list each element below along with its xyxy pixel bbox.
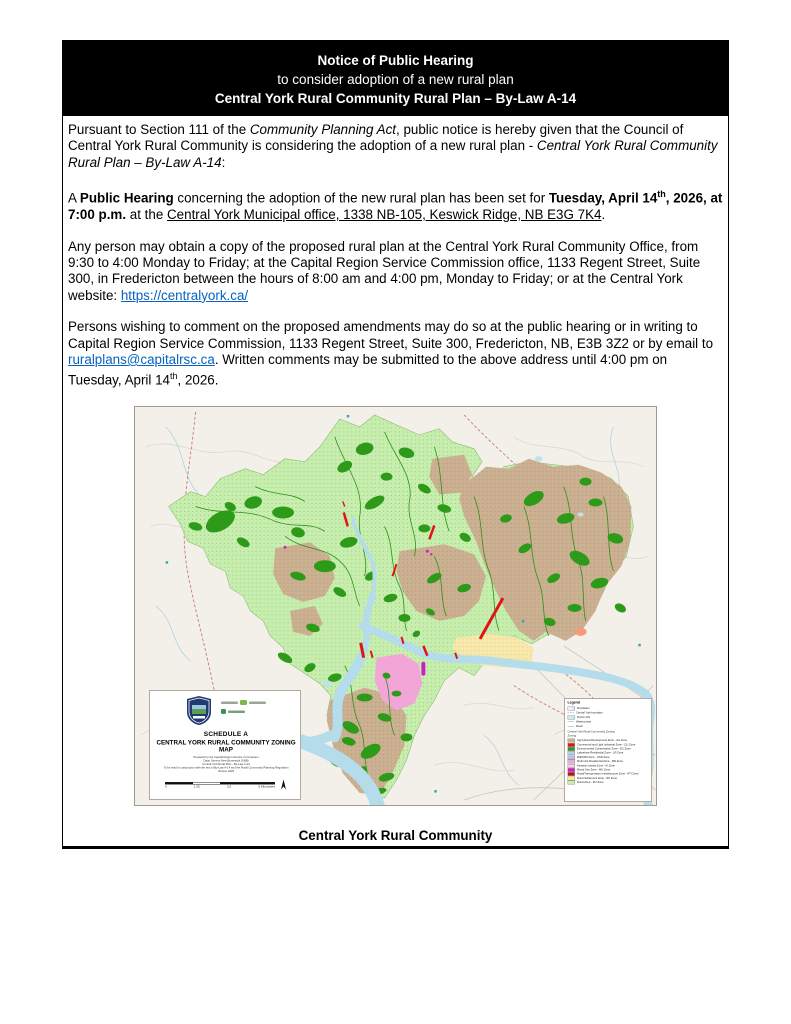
legend-label: Floodplain bbox=[577, 706, 590, 710]
zoning-map bbox=[134, 406, 657, 806]
legend-label: Watercourse bbox=[576, 720, 592, 724]
legend-swatch bbox=[568, 781, 576, 785]
legend-zoning-header: Central York Rural Community Zoning bbox=[567, 730, 615, 734]
rsc-logo-icon bbox=[221, 700, 266, 705]
legend-label: Rural Zone - RU Zone bbox=[577, 781, 604, 785]
legend-zoning-sublabel: Zoning bbox=[567, 734, 577, 738]
banner-title: Notice of Public Hearing bbox=[317, 53, 474, 68]
hearing-time-bold: , 2026, at 7:00 p.m. bbox=[68, 190, 723, 223]
notice-text: Pursuant to Section 111 of the bbox=[68, 122, 250, 137]
map-title-box bbox=[149, 690, 301, 800]
map-fine-print bbox=[150, 756, 301, 774]
hearing-date-bold: Tuesday, April 14 bbox=[548, 190, 658, 206]
bio-region-logo-icon bbox=[221, 709, 245, 714]
legend-swatch bbox=[568, 713, 575, 714]
notice-text: , public notice is hereby given that the Council of Central York Rural Community is considering the adoption of a new rural plan - bbox=[68, 122, 684, 154]
legend-item bbox=[568, 781, 653, 785]
legend-label: Mill/OSD Zone - OSD Zone bbox=[577, 756, 610, 760]
scale-label: 0 bbox=[165, 785, 167, 789]
public-hearing-bold: Public Hearing bbox=[79, 190, 174, 206]
website-link[interactable]: https://centralyork.ca/ bbox=[120, 287, 249, 303]
banner-subtitle: to consider adoption of a new rural plan bbox=[277, 72, 514, 87]
legend-label: Mixed Use Zone - MU Zone bbox=[577, 768, 611, 772]
legend-zone-items bbox=[568, 739, 653, 785]
notice-body bbox=[63, 116, 728, 843]
paragraph-copies bbox=[68, 239, 723, 305]
map-schedule-label: SCHEDULE A bbox=[203, 730, 249, 738]
scale-label: 1.25 bbox=[193, 785, 200, 789]
paragraph-hearing bbox=[68, 186, 723, 223]
legend-label: Central York boundary bbox=[576, 711, 603, 715]
scale-bar bbox=[165, 782, 275, 789]
fine-print-line: Data: Service New Brunswick (SNB) bbox=[203, 759, 249, 763]
legend-title: Legend bbox=[567, 701, 580, 705]
notice-text: Persons wishing to comment on the proposed amendments may do so at the public hearing or in writing to Capital Region Service Commission, 1133 Regent Street, Suite 300, Fredericton, NB, E3B 3Z2 or by email to bbox=[68, 319, 714, 351]
notice-text: . Written comments may be submitted to the above address until 4:00 pm on Tuesday, April 14 bbox=[68, 351, 668, 388]
notice-text: , 2026. bbox=[177, 372, 219, 388]
ordinal-suffix: th bbox=[169, 371, 178, 382]
legend-label: Flood (1%) bbox=[577, 715, 591, 719]
legend-label: Multi-Unit Residential Zone - MR Zone bbox=[577, 760, 623, 764]
legend-label: Commercial and Light Industrial Zone - CLI Zone bbox=[577, 743, 636, 747]
fine-print-line: Version 2025 bbox=[217, 770, 235, 774]
north-arrow-icon bbox=[280, 780, 287, 791]
legend-label: Environmental Conservation Zone - EC Zone bbox=[577, 747, 631, 751]
hearing-location-underline: Central York Municipal office, 1338 NB-105, Keswick Ridge, NB E3G 7K4 bbox=[167, 207, 602, 223]
banner-bylaw-title: Central York Rural Community Rural Plan – By-Law A-14 bbox=[214, 91, 577, 106]
legend-swatch bbox=[568, 715, 576, 719]
notice-text: at the bbox=[126, 207, 168, 223]
ordinal-suffix: th bbox=[657, 189, 666, 200]
paragraph-comments bbox=[68, 319, 723, 389]
scale-label: 5 Kilometers bbox=[258, 785, 275, 789]
notice-text: A bbox=[68, 190, 80, 206]
legend-item bbox=[568, 724, 653, 729]
legend-swatch bbox=[568, 726, 575, 727]
legend-swatch bbox=[568, 706, 576, 710]
scale-label: 2.5 bbox=[226, 785, 232, 789]
footer-community-name: Central York Rural Community bbox=[298, 828, 493, 844]
scale-labels bbox=[165, 785, 275, 788]
act-name-italic: Community Planning Act bbox=[249, 122, 397, 137]
notice-text: : bbox=[221, 154, 226, 170]
fine-print-line: Prepared by the Capital Region Service Commission bbox=[193, 756, 259, 760]
notice-text: Any person may obtain a copy of the proposed rural plan at the Central York Rural Community Office, from 9:30 to 4:00 Monday to Friday; at the Capital Region Service Commission office, 1133 Regent Street, Suite 300, in Fredericton between the hours of 8:00 am and 4:00 pm, Monday to Friday; or at the Central York website: bbox=[68, 238, 701, 303]
legend-label: Road/Transportation Infrastructure Zone - RTI Zone bbox=[577, 772, 639, 776]
legend-swatch bbox=[568, 722, 575, 723]
legend-general-items bbox=[568, 706, 653, 729]
map-title: CENTRAL YORK RURAL COMMUNITY ZONING MAP bbox=[156, 739, 296, 754]
legend-label: Agricultural Development Zone - AG Zone bbox=[577, 739, 628, 743]
email-link[interactable]: ruralplans@capitalrsc.ca bbox=[68, 351, 215, 367]
paragraph-pursuant bbox=[68, 122, 723, 171]
notice-text: . bbox=[601, 207, 606, 223]
fine-print-line: To be read in conjunction with the text of By-Law A-14 and the Rural Community Planning Regulation bbox=[163, 766, 289, 770]
central-york-crest-icon bbox=[186, 695, 212, 726]
legend-label: Keswick Islands Zone - KI Zone bbox=[577, 764, 615, 768]
notice-document bbox=[62, 40, 729, 849]
legend-label: Lakeshore Residential Zone - LR Zone bbox=[577, 751, 624, 755]
notice-header-banner bbox=[63, 41, 728, 116]
legend-label: Road bbox=[576, 724, 583, 728]
map-legend bbox=[564, 698, 652, 802]
fine-print-line: Central York Rural Plan - By-Law A-14 bbox=[202, 763, 250, 767]
orange-zone bbox=[575, 628, 587, 636]
plan-name-italic: Central York Rural Community Rural Plan – By-Law A-14 bbox=[68, 138, 718, 170]
notice-text: concerning the adoption of the new rural plan has been set for bbox=[173, 190, 549, 206]
legend-label: Rural Settlement Zone - RS Zone bbox=[577, 777, 617, 781]
